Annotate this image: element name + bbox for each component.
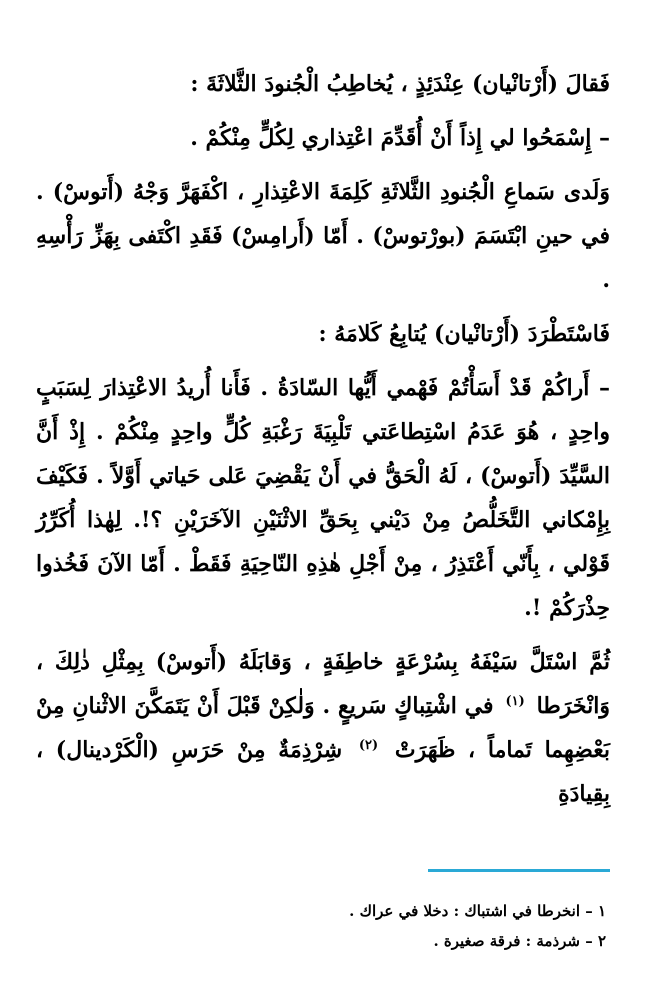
footnote-ref-2: (٢) [358, 737, 379, 753]
paragraph-artagnan-addresses-soldiers: فَقالَ (أَرْتانْيان) عِنْدَئِذٍ ، يُخاطِبُ الْجُنودَ الثَّلاثَةَ : [190, 71, 610, 97]
duel-text-part-1: ثُمَّ اسْتَلَّ سَيْفَهُ بِسُرْعَةٍ خاطِفَةٍ ، وَقابَلَهُ (أَتوسْ) بِمِثْلِ ذٰلِكَ ، وَانْخَرَطا [36, 649, 610, 719]
duel-text-part-3: شِرْذِمَةٌ مِنْ حَرَسِ (الْكَرْدينال) ، بِقِيادَةِ [36, 737, 610, 807]
footnote-2: ٢ – شرذمة : فرقة صغيرة . [433, 932, 606, 950]
footnote-1: ١ – انخرطا في اشتباك : دخلا في عراك . [349, 902, 606, 920]
paragraph-artagnan-speech: – أَراكُمْ قَدْ أَسَأْتُمْ فَهْمي أَيُّها السّادَةُ . فَأَنا أُريدُ الاعْتِذارَ لِسَبَبٍ واحِدٍ ، هُوَ عَدَمُ اسْتِطاعَتي تَلْبِيَةَ رَغْبَةِ كُلٍّ واحِدٍ مِنْكُمْ . إِذْ أَنَّ السَّيِّدَ (أَتوسْ) ، لَهُ الْحَقُّ في أَنْ يَقْضِيَ عَلى حَياتي أَوَّلاً . فَكَيْفَ بِإِمْكاني التَّخَلُّصُ مِنْ دَيْني بِحَقِّ الاثْنَيْنِ الآخَرَيْنِ ؟!. لِهٰذا أُكَرِّرُ قَوْلي ، بِأَنّي أَعْتَذِرُ ، مِنْ أَجْلِ هٰذِهِ النّاحِيَةِ فَقَطْ . أَمّا الآنَ فَخُذوا حِذْرَكُمْ !. [36, 375, 610, 621]
paragraph-duel-begins [36, 640, 610, 816]
footnotes [36, 896, 606, 956]
duel-text-part-2: في اشْتِباكٍ سَريعٍ . وَلٰكِنْ قَبْلَ أَنْ يَتَمَكَّنَ الاثْنانِ مِنْ بَعْضِهِما تَماماً ، ظَهَرَتْ [36, 693, 610, 763]
paragraph-soldiers-reaction: وَلَدى سَماعِ الْجُنودِ الثَّلاثَةِ كَلِمَةَ الاعْتِذارِ ، اكْفَهَرَّ وَجْهُ (أَتوسْ) . في حينِ ابْتَسَمَ (بورْتوسْ) . أَمّا (أَرامِسْ) فَقَدِ اكْتَفى بِهَزِّ رَأْسِهِ . [36, 179, 610, 293]
paragraph-apology-line: – إِسْمَحُوا لي إِذاً أَنْ أُقَدِّمَ اعْتِذاري لِكُلٍّ مِنْكُمْ . [190, 125, 610, 151]
body-text [36, 62, 610, 816]
footnote-ref-1: (١) [505, 693, 525, 709]
footnote-separator [428, 869, 610, 872]
paragraph-artagnan-continues: فَاسْتَطْرَدَ (أَرْتانْيان) يُتابِعُ كَلامَهُ : [318, 321, 610, 347]
